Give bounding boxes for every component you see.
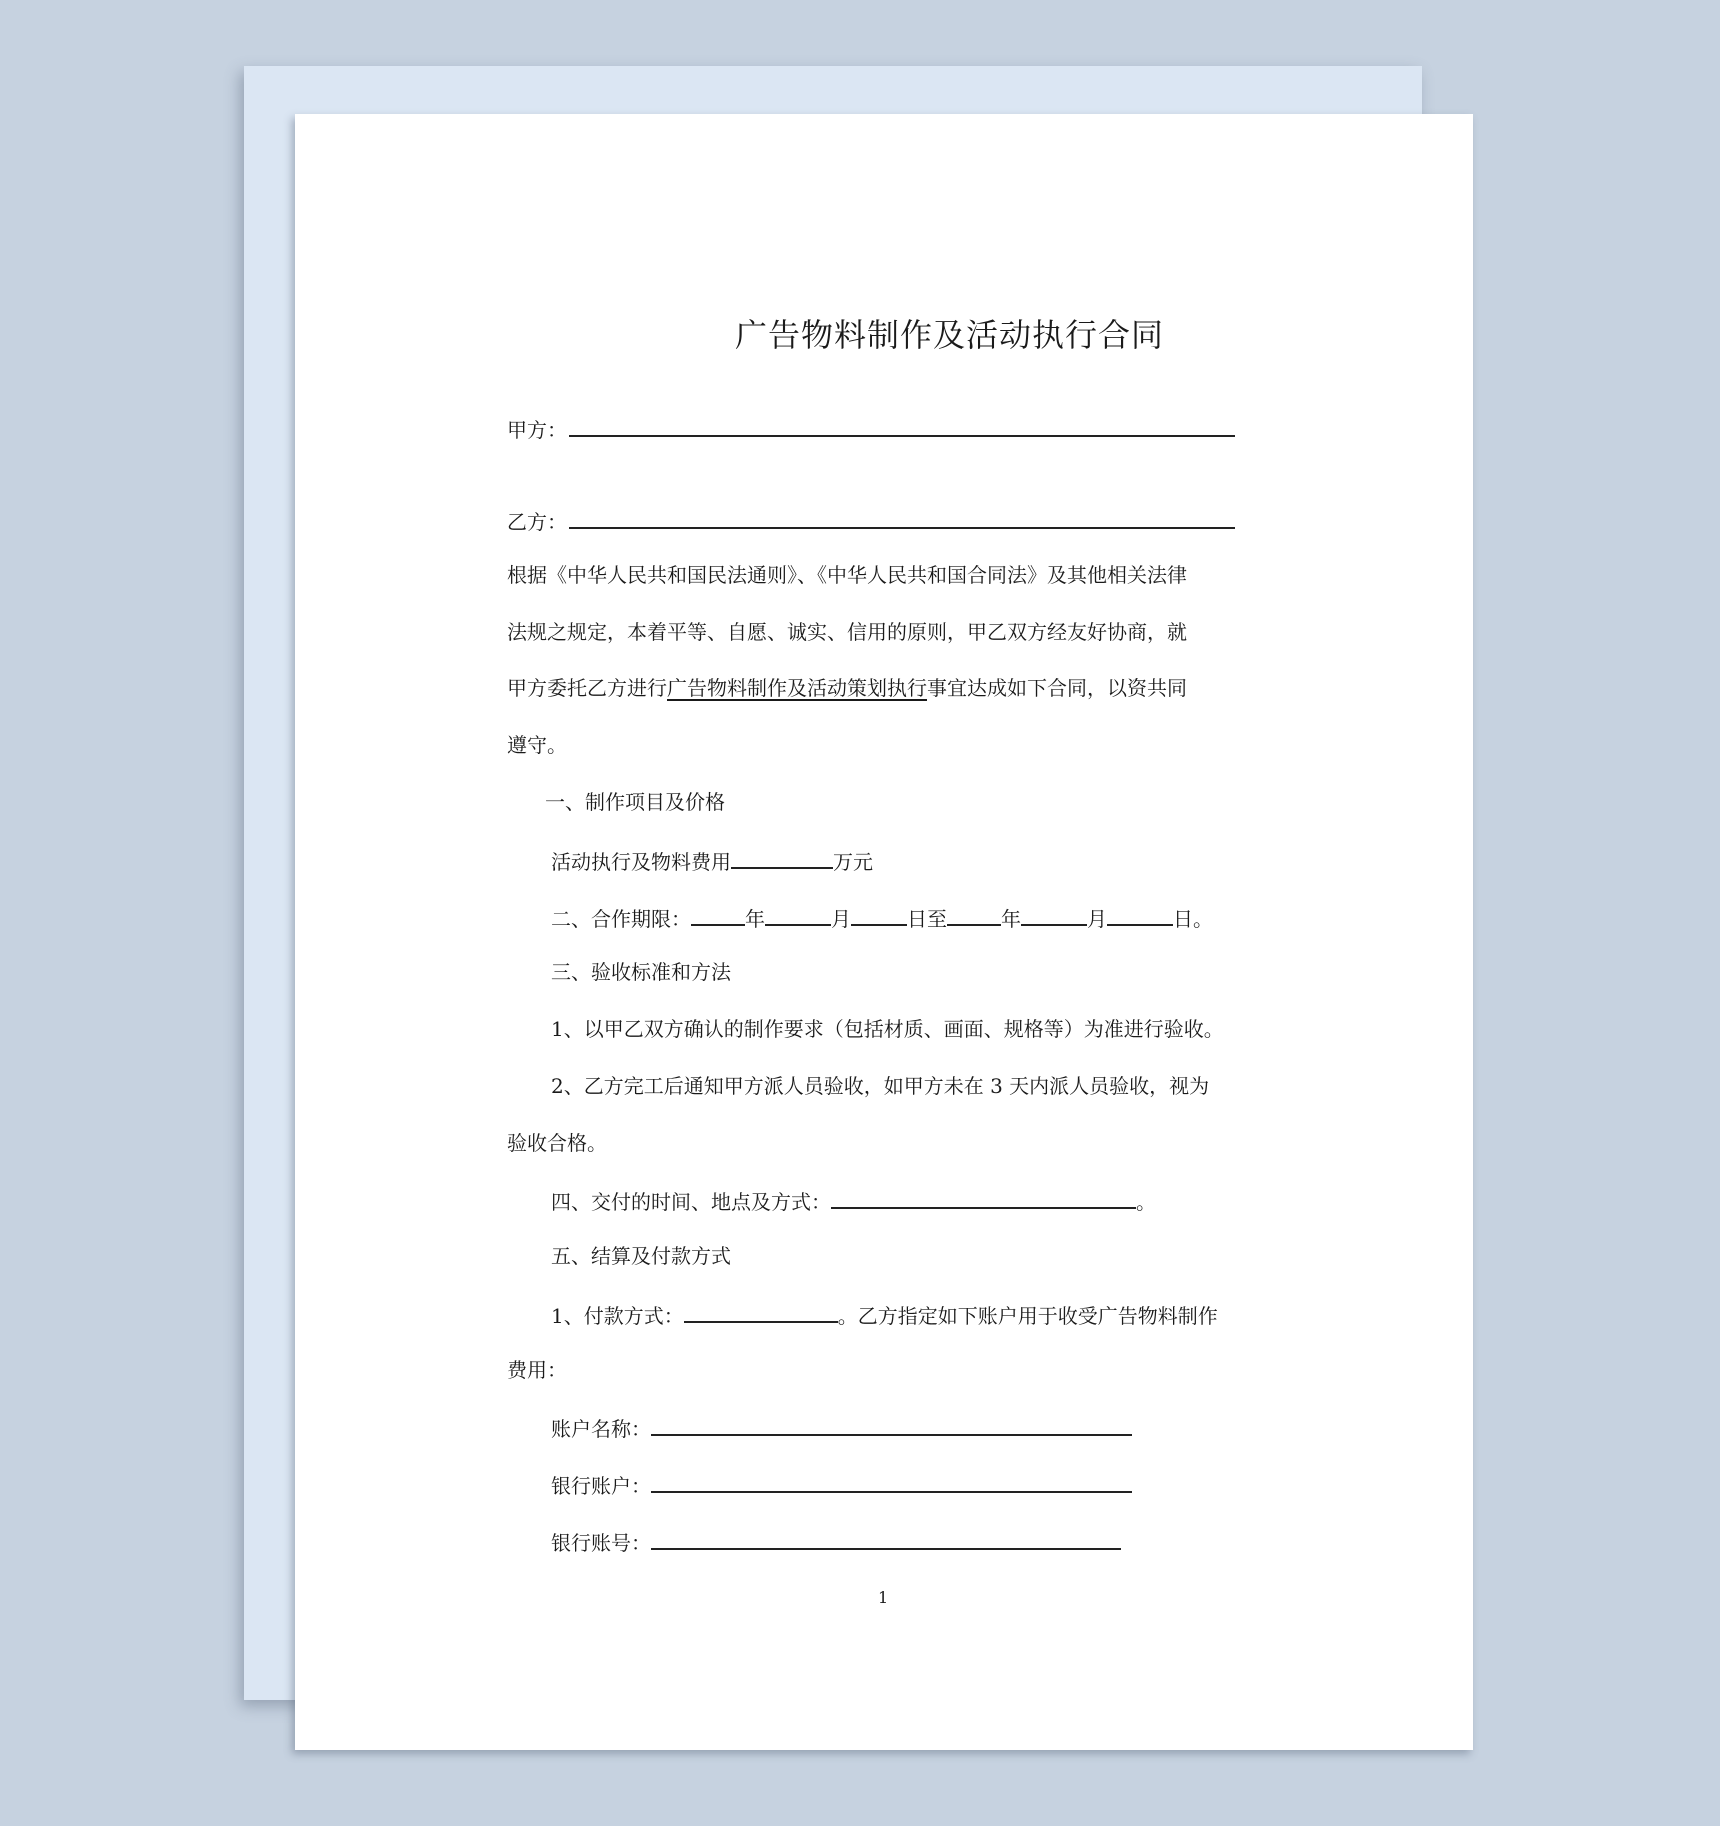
year-label: 年 bbox=[1001, 907, 1021, 931]
day-to-label: 日至 bbox=[907, 907, 947, 931]
account-name-field[interactable] bbox=[651, 1414, 1132, 1436]
party-b-label: 乙方： bbox=[507, 510, 567, 534]
section-3-heading: 三、验收标准和方法 bbox=[551, 960, 731, 984]
account-number-field[interactable] bbox=[651, 1528, 1121, 1550]
payment-suffix: 。乙方指定如下账户用于收受广告物料制作 bbox=[837, 1304, 1218, 1328]
delivery-row bbox=[551, 1187, 1156, 1214]
contract-subject: 广告物料制作及活动策划执行 bbox=[667, 676, 927, 700]
bank-row bbox=[551, 1471, 1132, 1498]
preamble-line-3-suffix: 事宜达成如下合同，以资共同 bbox=[927, 676, 1187, 700]
delivery-field[interactable] bbox=[831, 1187, 1136, 1209]
month-label: 月 bbox=[831, 907, 851, 931]
term-row bbox=[551, 904, 1213, 931]
account-number-label: 银行账号： bbox=[551, 1531, 651, 1555]
section-1-heading: 一、制作项目及价格 bbox=[545, 790, 725, 814]
bank-label: 银行账户： bbox=[551, 1474, 651, 1498]
section-3-item-2-cont: 验收合格。 bbox=[507, 1131, 607, 1155]
front-page-sheet bbox=[295, 114, 1473, 1750]
preamble-line-3-prefix: 甲方委托乙方进行 bbox=[507, 676, 667, 700]
payment-row bbox=[551, 1301, 1218, 1328]
section-3-item-2: 2、乙方完工后通知甲方派人员验收，如甲方未在 3 天内派人员验收，视为 bbox=[551, 1074, 1210, 1098]
section-3-item-1: 1、以甲乙双方确认的制作要求（包括材质、画面、规格等）为准进行验收。 bbox=[551, 1017, 1224, 1041]
party-b-field[interactable] bbox=[569, 507, 1235, 529]
start-day-field[interactable] bbox=[851, 904, 907, 926]
preamble-line-4: 遵守。 bbox=[507, 733, 567, 757]
payment-method-field[interactable] bbox=[684, 1301, 838, 1323]
document-title: 广告物料制作及活动执行合同 bbox=[735, 316, 1165, 354]
page-number: 1 bbox=[878, 1588, 889, 1607]
preamble-line-3 bbox=[507, 676, 1187, 700]
period: 。 bbox=[1136, 1190, 1156, 1214]
end-day-field[interactable] bbox=[1107, 904, 1173, 926]
year-label: 年 bbox=[745, 907, 765, 931]
start-month-field[interactable] bbox=[765, 904, 831, 926]
payment-label: 1、付款方式： bbox=[551, 1304, 684, 1328]
fee-label: 活动执行及物料费用 bbox=[551, 850, 731, 874]
bank-field[interactable] bbox=[651, 1471, 1132, 1493]
account-name-label: 账户名称： bbox=[551, 1417, 651, 1441]
preamble-line-1: 根据《中华人民共和国民法通则》、《中华人民共和国合同法》及其他相关法律 bbox=[507, 563, 1187, 587]
fee-row bbox=[551, 847, 873, 874]
end-year-field[interactable] bbox=[947, 904, 1001, 926]
section-2-heading: 二、合作期限： bbox=[551, 907, 691, 931]
section-5-heading: 五、结算及付款方式 bbox=[551, 1244, 731, 1268]
day-end-label: 日。 bbox=[1173, 907, 1213, 931]
fee-unit: 万元 bbox=[833, 850, 873, 874]
month-label: 月 bbox=[1087, 907, 1107, 931]
end-month-field[interactable] bbox=[1021, 904, 1087, 926]
start-year-field[interactable] bbox=[691, 904, 745, 926]
party-a-field[interactable] bbox=[569, 415, 1235, 437]
party-a-row bbox=[507, 415, 1235, 442]
fee-amount-field[interactable] bbox=[731, 847, 833, 869]
account-number-row bbox=[551, 1528, 1121, 1555]
section-4-heading: 四、交付的时间、地点及方式： bbox=[551, 1190, 831, 1214]
preamble-line-2: 法规之规定，本着平等、自愿、诚实、信用的原则，甲乙双方经友好协商，就 bbox=[507, 620, 1187, 644]
payment-row-cont: 费用： bbox=[507, 1358, 567, 1382]
party-b-row bbox=[507, 507, 1235, 534]
account-name-row bbox=[551, 1414, 1132, 1441]
party-a-label: 甲方： bbox=[507, 418, 567, 442]
